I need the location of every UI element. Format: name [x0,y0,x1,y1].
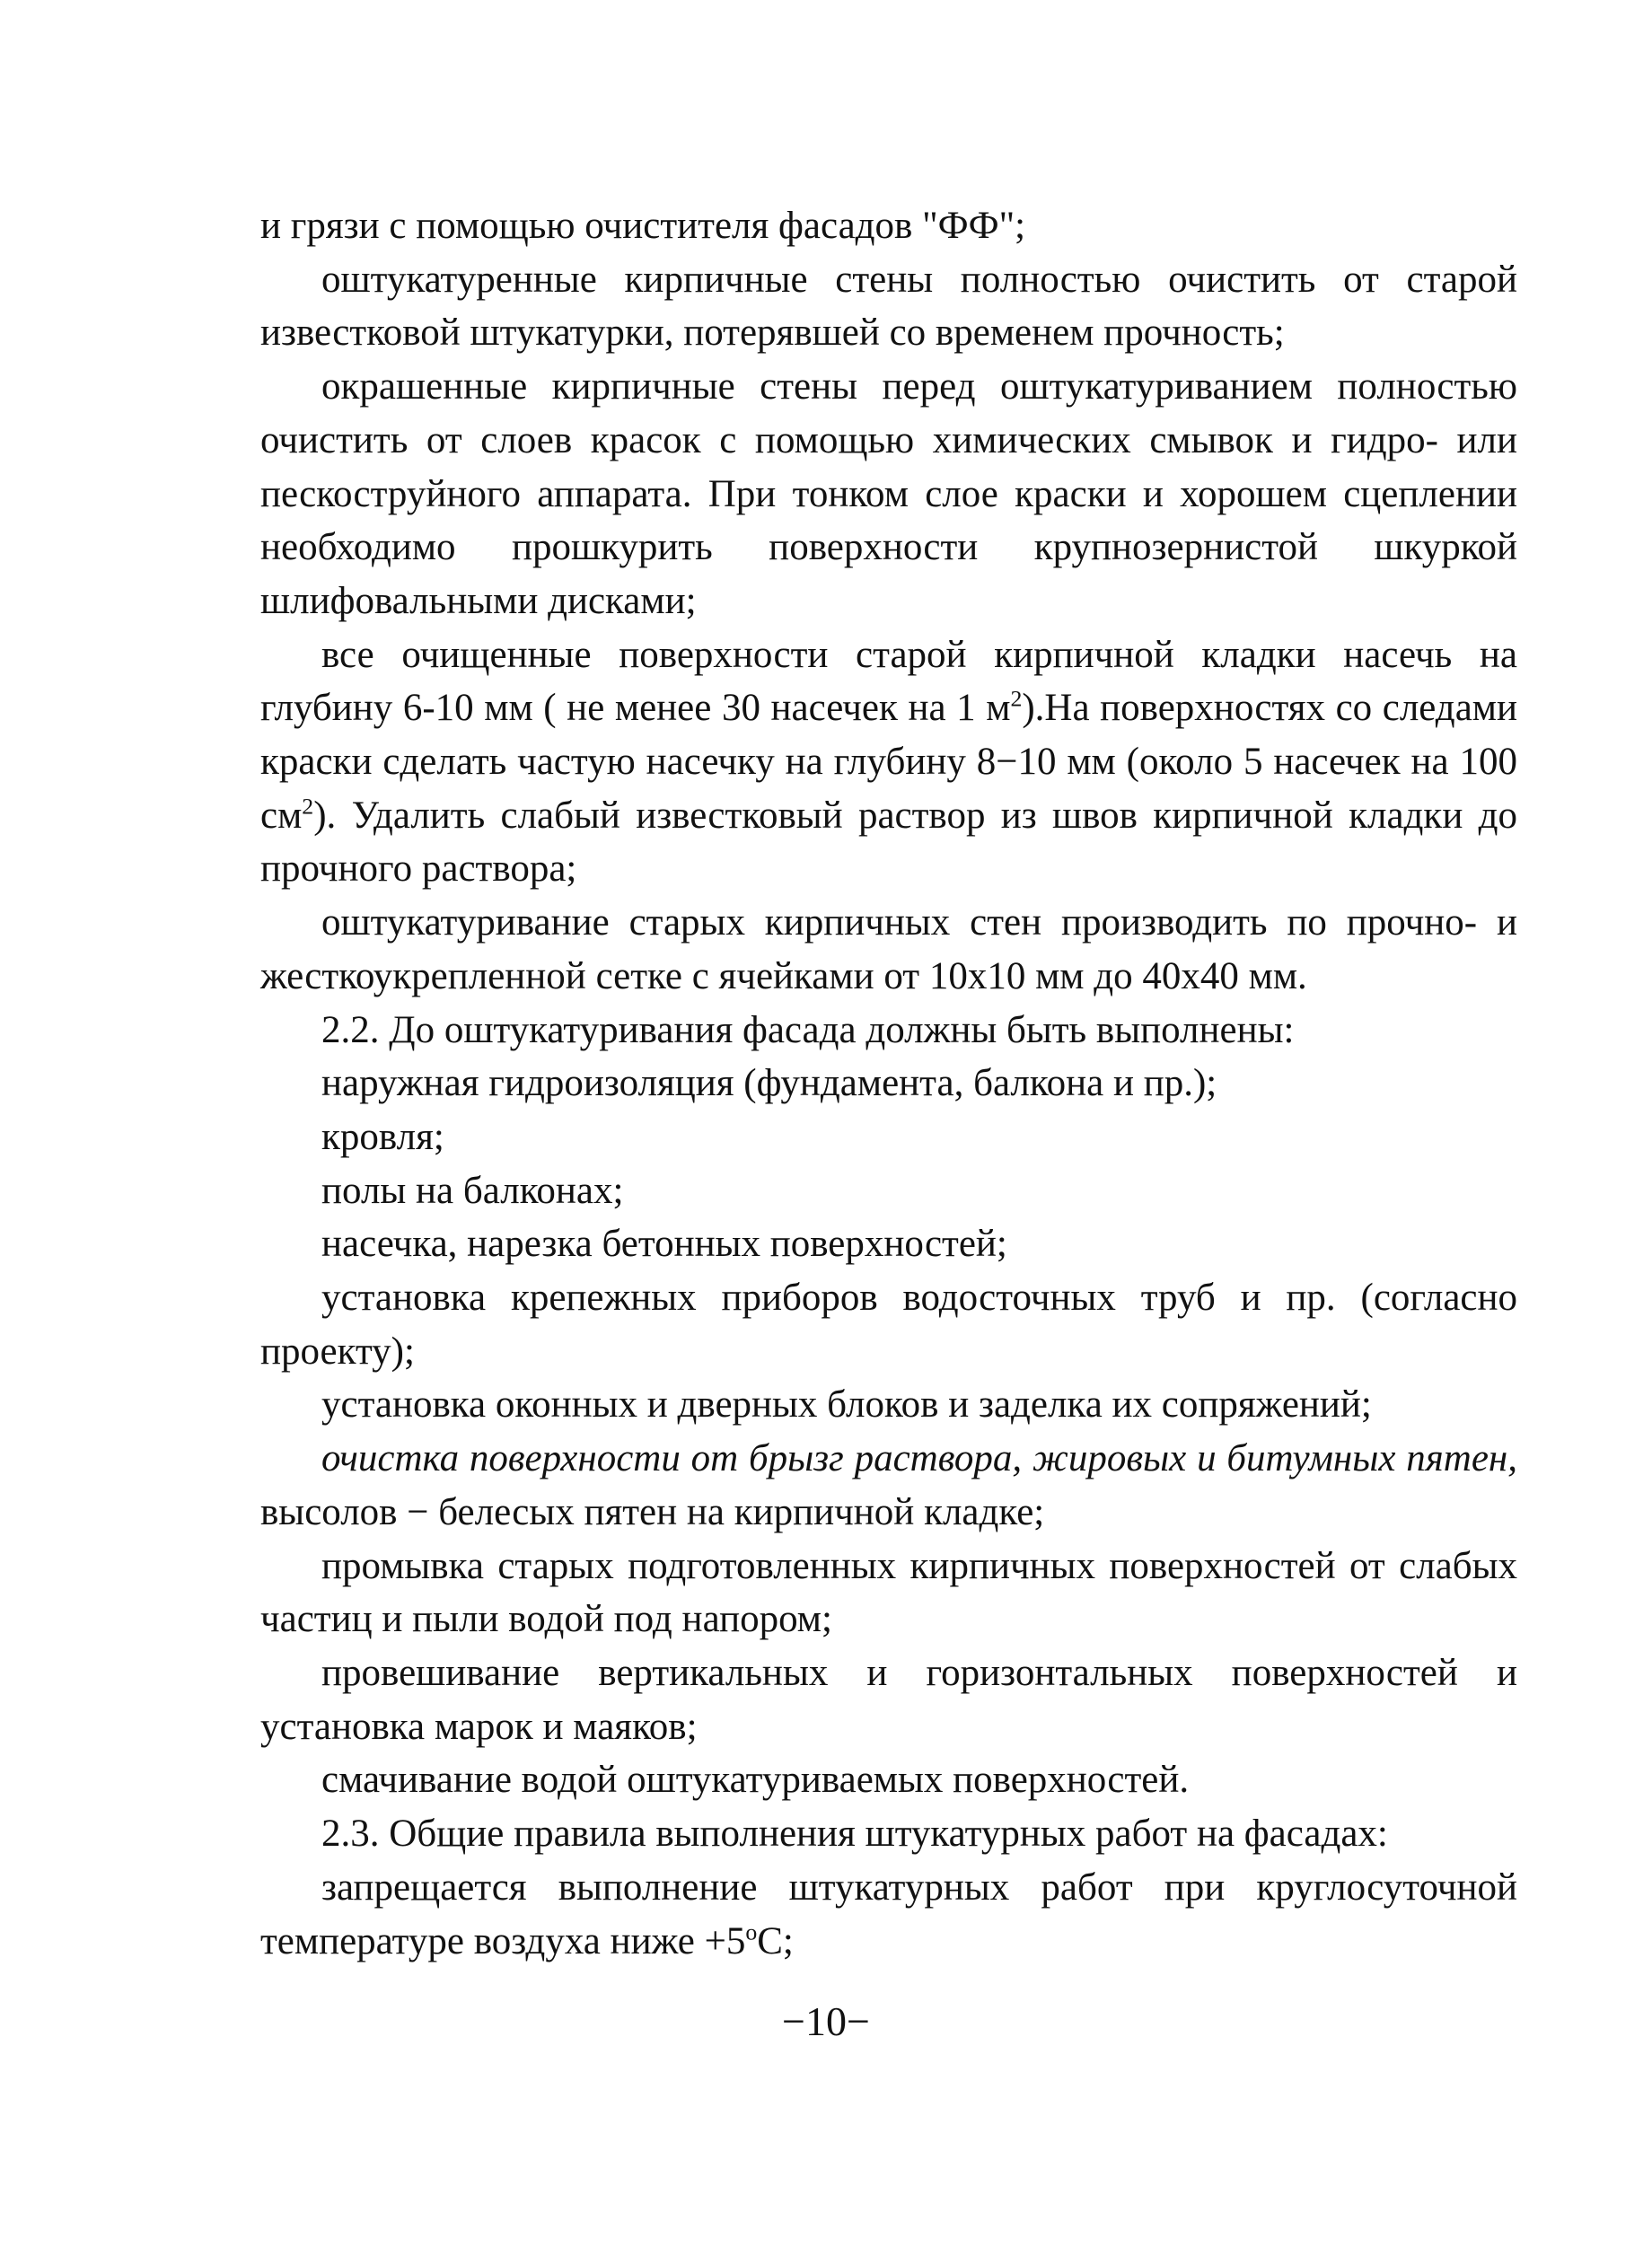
paragraph-text: ). Удалить слабый известковый раствор из швов кирпичной кладки до прочного раствора; [260,794,1517,891]
list-item-plumbing [260,1646,1517,1753]
paragraph-text: полы на балконах; [321,1169,624,1212]
paragraph-text: 2.2. До оштукатуривания фасада должны быть выполнены: [321,1008,1295,1051]
paragraph-plastered-walls [260,253,1517,360]
paragraph-text: очистка поверхности от брызг раствора, жировых и битумных пятен, [321,1437,1517,1480]
paragraph-text: все очищенные поверхности старой кирпичной кладки насечь на глубину 6-10 мм ( не менее 30 насечек на 1 м [260,633,1517,730]
paragraph-text: 2.3. Общие правила выполнения штукатурных работ на фасадах: [321,1813,1388,1856]
list-item-drainpipe-fixtures [260,1271,1517,1378]
paragraph-text: запрещается выполнение штукатурных работ при круглосуточной температуре воздуха ниже +5 [260,1866,1517,1962]
paragraph-text: ).На поверхностях со следами краски сделать частую насечку на глубину 8−10 мм (около 5 насечек на 100 см [260,687,1517,837]
paragraph-notching [260,628,1517,897]
paragraph-text: смачивание водой оштукатуриваемых поверхностей. [321,1759,1190,1802]
list-item-concrete-notching [260,1217,1517,1271]
list-item-roof [260,1111,1517,1164]
list-item-balcony-floors [260,1164,1517,1218]
list-item-wetting [260,1753,1517,1807]
section-heading-2-2 [260,1004,1517,1058]
paragraph-text: промывка старых подготовленных кирпичных поверхностей от слабых частиц и пыли водой под напором; [260,1544,1517,1641]
paragraph-text: кровля; [321,1115,444,1158]
paragraph-text: высолов − белесых пятен на кирпичной кладке; [260,1490,1045,1533]
paragraph-text: оштукатуренные кирпичные стены полностью очистить от старой известковой штукатурки, потерявшей со временем прочность; [260,258,1517,355]
paragraph-text: наружная гидроизоляция (фундамента, балкона и пр.); [321,1062,1217,1105]
list-item-waterproofing [260,1057,1517,1111]
list-item-washing [260,1540,1517,1646]
paragraph-text: установка оконных и дверных блоков и заделка их сопряжений; [321,1383,1372,1427]
paragraph-text: провешивание вертикальных и горизонтальных поверхностей и установка марок и маяков; [260,1651,1517,1748]
superscript: 2 [302,793,314,820]
superscript: 2 [1010,686,1023,712]
paragraph-text: оштукатуривание старых кирпичных стен производить по прочно- и жесткоукрепленной сетке с ячейками от 10x10 мм до 40x40 мм. [260,901,1517,997]
paragraph-text: окрашенные кирпичные стены перед оштукатуриванием полностью очистить от слоев красок с помощью химических смывок и гидро- или пескоструйного аппарата. При тонком слое краски и хорошем сцеплении необходимо прошкурить поверхности крупнозернистой шкуркой шлифовальными дисками; [260,365,1517,622]
list-item-temperature [260,1861,1517,1968]
superscript: о [745,1918,758,1945]
paragraph-mesh [260,896,1517,1003]
paragraph-continuation [260,199,1517,253]
paragraph-text: установка крепежных приборов водосточных труб и пр. (согласно проекту); [260,1277,1517,1373]
list-item-windows-doors [260,1378,1517,1432]
paragraph-text: насечка, нарезка бетонных поверхностей; [321,1223,1007,1266]
paragraph-painted-walls [260,360,1517,628]
body-text [260,199,1517,1968]
section-heading-2-3 [260,1807,1517,1861]
page-number: −10− [782,1998,870,2044]
list-item-surface-cleaning [260,1432,1517,1539]
paragraph-text: и грязи с помощью очистителя фасадов "ФФ"; [260,205,1026,247]
paragraph-text: С; [757,1919,794,1962]
